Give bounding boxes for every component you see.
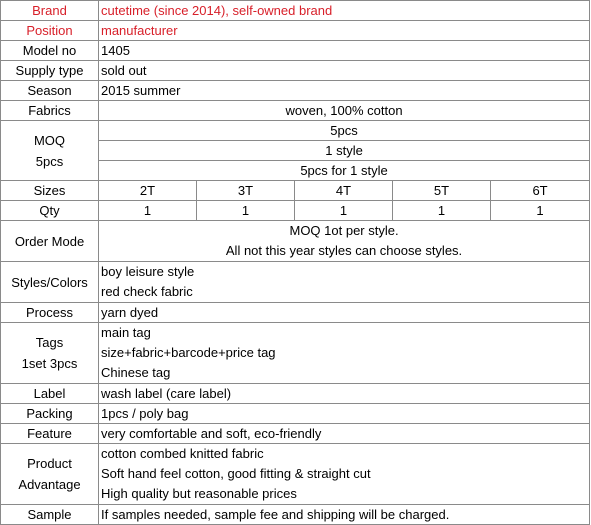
product-advantage-line: High quality but reasonable prices (101, 486, 297, 501)
row-process (1, 303, 590, 323)
row-model-no (1, 41, 590, 61)
label-label: Label (1, 384, 99, 404)
size-cell: 3T (197, 181, 295, 201)
row-season (1, 81, 590, 101)
fabrics-value: woven, 100% cotton (99, 101, 590, 121)
styles-colors-line: boy leisure style (101, 264, 195, 279)
qty-cell: 1 (99, 201, 197, 221)
order-mode-label: Order Mode (1, 221, 99, 262)
row-qty (1, 201, 590, 221)
sample-label: Sample (1, 505, 99, 525)
row-sizes (1, 181, 590, 201)
moq-value: 1 style (99, 141, 590, 161)
product-advantage-label-line: Advantage (18, 477, 81, 492)
tags-label-line: Tags (35, 335, 64, 350)
feature-label: Feature (1, 424, 99, 444)
row-moq-1 (1, 121, 590, 141)
product-advantage-label-line: Product (27, 456, 72, 471)
feature-value: very comfortable and soft, eco-friendly (99, 424, 590, 444)
qty-cell: 1 (295, 201, 393, 221)
moq-label (1, 121, 99, 181)
season-label: Season (1, 81, 99, 101)
sizes-label: Sizes (1, 181, 99, 201)
moq-value: 5pcs for 1 style (99, 161, 590, 181)
row-styles-colors (1, 262, 590, 303)
row-label (1, 384, 590, 404)
row-feature (1, 424, 590, 444)
row-order-mode (1, 221, 590, 262)
product-advantage-label (1, 444, 99, 505)
row-fabrics (1, 101, 590, 121)
supply-type-label: Supply type (1, 61, 99, 81)
brand-label: Brand (1, 1, 99, 21)
row-packing (1, 404, 590, 424)
order-mode-value (99, 221, 590, 262)
moq-label-line: MOQ (33, 132, 66, 148)
row-sample (1, 505, 590, 525)
size-cell: 2T (99, 181, 197, 201)
packing-label: Packing (1, 404, 99, 424)
qty-cell: 1 (197, 201, 295, 221)
label-value: wash label (care label) (99, 384, 590, 404)
qty-label: Qty (1, 201, 99, 221)
product-advantage-line: cotton combed knitted fabric (101, 446, 264, 461)
order-mode-line: MOQ 1ot per style. (289, 223, 399, 238)
packing-value: 1pcs / poly bag (99, 404, 590, 424)
row-tags (1, 323, 590, 384)
styles-colors-value (99, 262, 590, 303)
row-supply-type (1, 61, 590, 81)
position-value: manufacturer (99, 21, 590, 41)
moq-value: 5pcs (99, 121, 590, 141)
size-cell: 4T (295, 181, 393, 201)
qty-cell: 1 (491, 201, 590, 221)
model-no-label: Model no (1, 41, 99, 61)
qty-cell: 1 (393, 201, 491, 221)
process-label: Process (1, 303, 99, 323)
moq-label-line: 5pcs (35, 153, 64, 169)
position-label: Position (1, 21, 99, 41)
tags-line: Chinese tag (101, 365, 171, 380)
tags-value (99, 323, 590, 384)
row-brand (1, 1, 590, 21)
product-advantage-line: Soft hand feel cotton, good fitting & straight cut (101, 466, 371, 481)
supply-type-value: sold out (99, 61, 590, 81)
row-product-advantage (1, 444, 590, 505)
styles-colors-line: red check fabric (101, 284, 193, 299)
tags-line: size+fabric+barcode+price tag (101, 345, 276, 360)
size-cell: 5T (393, 181, 491, 201)
tags-line: main tag (101, 325, 151, 340)
row-position (1, 21, 590, 41)
model-no-value: 1405 (99, 41, 590, 61)
process-value: yarn dyed (99, 303, 590, 323)
size-cell: 6T (491, 181, 590, 201)
season-value: 2015 summer (99, 81, 590, 101)
order-mode-line: All not this year styles can choose styles. (225, 243, 463, 258)
styles-colors-label: Styles/Colors (1, 262, 99, 303)
tags-label (1, 323, 99, 384)
fabrics-label: Fabrics (1, 101, 99, 121)
sample-value: If samples needed, sample fee and shipping will be charged. (99, 505, 590, 525)
product-advantage-value (99, 444, 590, 505)
brand-value: cutetime (since 2014), self-owned brand (99, 1, 590, 21)
tags-label-line: 1set 3pcs (21, 356, 78, 371)
